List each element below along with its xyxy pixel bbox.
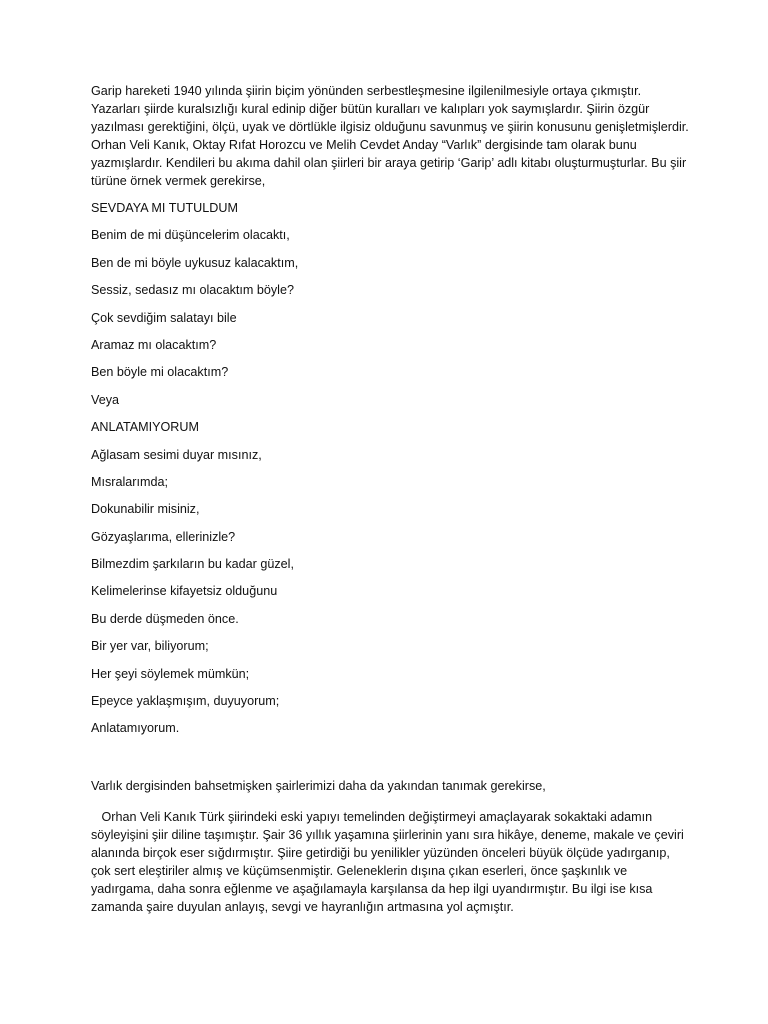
poem-line: Mısralarımda; bbox=[91, 474, 168, 489]
poem-line: Her şeyi söylemek mümkün; bbox=[91, 666, 250, 681]
closing-paragraph: Orhan Veli Kanık Türk şiirindeki eski yapıyı temelinden değiştirmeyi amaçlayarak sokaktaki adamın söyleyişini şiir diline taşımıştır. Şair 36 yıllık yaşamına şiirlerinin yanı sıra hikâye, deneme, makale ve çeviri alanında birçok eser sığdırmıştır. Şiire getirdiği bu yenilikler yüzünden önceleri büyük ölçüde yadırganıp, çok sert eleştiriler almış ve küçümsenmiştir. Geleneklerin dışına çıkan eserleri, önce şaşkınlık ve yadırgama, daha sonra eğlenme ve aşağılamayla karşılansa da hep ilgi uyandırmıştır. Bu ilgi ise kısa zamanda şaire duyulan anlayış, sevgi ve hayranlığın artmasına yol açmıştır. bbox=[91, 809, 688, 914]
poems-section bbox=[91, 199, 691, 747]
blank-gap bbox=[91, 747, 691, 777]
poem-line: Bir yer var, biliyorum; bbox=[91, 639, 209, 654]
poem-line: Bilmezdim şarkıların bu kadar güzel, bbox=[91, 557, 294, 572]
poem-line: Ben böyle mi olacaktım? bbox=[91, 365, 229, 380]
separator-text: Veya bbox=[91, 392, 120, 407]
poem-line: Bu derde düşmeden önce. bbox=[91, 611, 239, 626]
poem-line: Kelimelerinse kifayetsiz olduğunu bbox=[91, 584, 278, 599]
poem-line: Çok sevdiğim salatayı bile bbox=[91, 310, 237, 325]
poem-line: Ben de mi böyle uykusuz kalacaktım, bbox=[91, 255, 299, 270]
poem-line: Gözyaşlarıma, ellerinizle? bbox=[91, 529, 236, 544]
poem-line: Benim de mi düşüncelerim olacaktı, bbox=[91, 228, 290, 243]
poem-title: SEVDAYA MI TUTULDUM bbox=[91, 201, 238, 215]
poem-line: Epeyce yaklaşmışım, duyuyorum; bbox=[91, 694, 280, 709]
document-page bbox=[91, 82, 691, 916]
poem-line: Sessiz, sedasız mı olacaktım böyle? bbox=[91, 283, 294, 298]
poem-line: Ağlasam sesimi duyar mısınız, bbox=[91, 447, 262, 462]
poem-line: Aramaz mı olacaktım? bbox=[91, 337, 217, 352]
closing-intro: Varlık dergisinden bahsetmişken şairlerimizi daha da yakından tanımak gerekirse, bbox=[91, 778, 546, 793]
poem-title: ANLATAMIYORUM bbox=[91, 420, 199, 435]
poem-line: Anlatamıyorum. bbox=[91, 721, 180, 736]
intro-paragraph: Garip hareketi 1940 yılında şiirin biçim yönünden serbestleşmesine ilgilenilmesiyle ortaya çıkmıştır. Yazarları şiirde kuralsızlığı kural edinip diğer bütün kuralları ve kalıpları yok saymışlardır. Şiirin özgür yazılması gerektiğini, ölçü, uyak ve dörtlükle ilgisiz olduğunu savunmuş ve şiirin konusunu genişletmişlerdir. Orhan Veli Kanık, Oktay Rıfat Horozcu ve Melih Cevdet Anday “Varlık” dergisinde tam olarak bunu yazmışlardır. Kendileri bu akıma dahil olan şiirleri bir araya getirip ‘Garip’ adlı kitabı oluşturmuşturlar. Bu şiir türüne örnek vermek gerekirse, bbox=[91, 84, 689, 188]
poem-line: Dokunabilir misiniz, bbox=[91, 502, 200, 517]
